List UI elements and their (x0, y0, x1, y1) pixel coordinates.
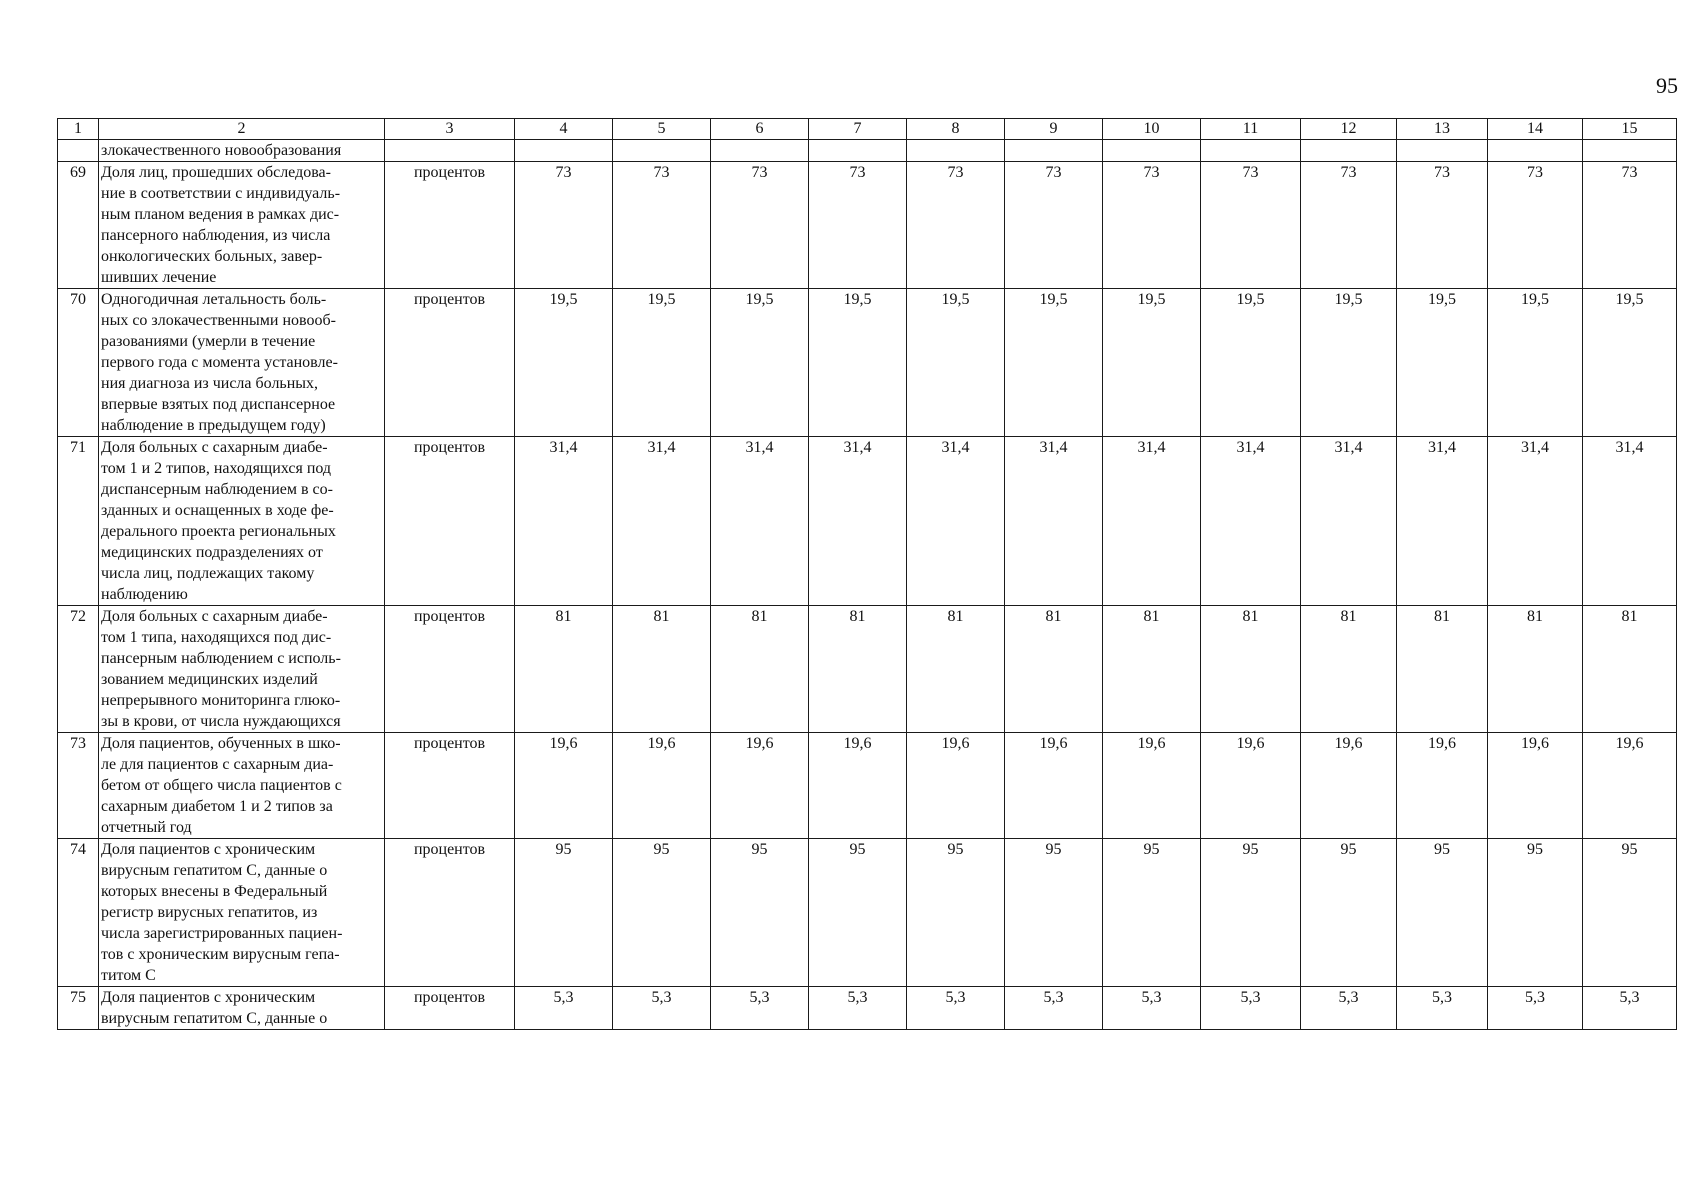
continuation-row (58, 140, 1677, 162)
value-cell: 19,5 (711, 289, 809, 437)
value-cell: 95 (907, 839, 1005, 987)
indicator-name (99, 733, 385, 839)
value-cell: 81 (711, 606, 809, 733)
value-cell: 81 (1397, 606, 1488, 733)
value-cell: 5,3 (711, 987, 809, 1030)
value-cell: 5,3 (613, 987, 711, 1030)
column-number-cell: 4 (515, 119, 613, 140)
column-number-cell: 9 (1005, 119, 1103, 140)
value-cell: 31,4 (1103, 437, 1201, 606)
unit-cell: процентов (385, 606, 515, 733)
indicator-name (99, 606, 385, 733)
indicator-name-line: зданных и оснащенных в ходе фе- (101, 502, 334, 519)
indicator-name-line: Доля лиц, прошедших обследова- (101, 164, 331, 181)
value-cell: 73 (613, 162, 711, 289)
value-cell: 73 (1005, 162, 1103, 289)
indicator-name-line: первого года с момента установле- (101, 354, 338, 371)
indicator-name-line: зованием медицинских изделий (101, 671, 318, 688)
value-cell: 19,6 (1201, 733, 1301, 839)
continuation-empty-cell (907, 140, 1005, 162)
column-number-cell: 6 (711, 119, 809, 140)
value-cell: 31,4 (1201, 437, 1301, 606)
column-number-cell: 5 (613, 119, 711, 140)
value-cell: 19,6 (1583, 733, 1677, 839)
indicator-row (58, 733, 1677, 839)
indicator-name-line: которых внесены в Федеральный (101, 883, 328, 900)
indicator-name-line: ние в соответствии с индивидуаль- (101, 185, 341, 202)
value-cell: 19,5 (1397, 289, 1488, 437)
value-cell: 19,5 (1301, 289, 1397, 437)
value-cell: 5,3 (1488, 987, 1583, 1030)
row-number: 69 (58, 162, 99, 289)
indicator-name-line: наблюдению (101, 586, 188, 603)
indicator-name-line: диспансерным наблюдением в со- (101, 481, 333, 498)
value-cell: 73 (809, 162, 907, 289)
value-cell: 19,6 (613, 733, 711, 839)
indicator-name-line: Доля больных с сахарным диабе- (101, 439, 328, 456)
value-cell: 73 (907, 162, 1005, 289)
value-cell: 19,6 (809, 733, 907, 839)
indicator-name-line: вирусным гепатитом С, данные о (101, 1010, 328, 1027)
continuation-empty-cell (1397, 140, 1488, 162)
value-cell: 31,4 (809, 437, 907, 606)
indicator-row (58, 839, 1677, 987)
indicator-name-line: ния диагноза из числа больных, (101, 375, 319, 392)
value-cell: 31,4 (711, 437, 809, 606)
indicator-name-line: ле для пациентов с сахарным диа- (101, 756, 334, 773)
value-cell: 19,5 (1488, 289, 1583, 437)
column-number-cell: 10 (1103, 119, 1201, 140)
value-cell: 19,6 (1301, 733, 1397, 839)
value-cell: 31,4 (1397, 437, 1488, 606)
value-cell: 95 (1583, 839, 1677, 987)
value-cell: 95 (1488, 839, 1583, 987)
value-cell: 31,4 (1583, 437, 1677, 606)
continuation-empty-cell (613, 140, 711, 162)
column-number-cell: 2 (99, 119, 385, 140)
indicator-name-line: онкологических больных, завер- (101, 248, 323, 265)
value-cell: 73 (1583, 162, 1677, 289)
value-cell: 73 (515, 162, 613, 289)
indicator-name (99, 839, 385, 987)
column-number-header-row (58, 119, 1677, 140)
indicator-name-line: вирусным гепатитом С, данные о (101, 862, 328, 879)
indicator-name-line: сахарным диабетом 1 и 2 типов за (101, 798, 333, 815)
unit-cell: процентов (385, 987, 515, 1030)
value-cell: 81 (907, 606, 1005, 733)
value-cell: 19,6 (711, 733, 809, 839)
unit-cell: процентов (385, 162, 515, 289)
value-cell: 31,4 (1005, 437, 1103, 606)
indicator-name-line: регистр вирусных гепатитов, из (101, 904, 318, 921)
value-cell: 81 (809, 606, 907, 733)
indicator-name-line: числа лиц, подлежащих такому (101, 565, 315, 582)
value-cell: 81 (1583, 606, 1677, 733)
indicator-name-line: Доля пациентов с хроническим (101, 989, 316, 1006)
indicator-row (58, 987, 1677, 1030)
indicator-name-line: впервые взятых под диспансерное (101, 396, 336, 413)
indicator-name-line: шивших лечение (101, 269, 217, 286)
indicator-name-line: пансерного наблюдения, из числа (101, 227, 331, 244)
value-cell: 73 (1488, 162, 1583, 289)
value-cell: 19,5 (613, 289, 711, 437)
column-number-cell: 14 (1488, 119, 1583, 140)
value-cell: 81 (515, 606, 613, 733)
value-cell: 73 (1397, 162, 1488, 289)
continuation-empty-cell (1583, 140, 1677, 162)
indicator-name-line: Доля пациентов с хроническим (101, 841, 316, 858)
value-cell: 5,3 (1583, 987, 1677, 1030)
indicator-name-line: пансерным наблюдением с исполь- (101, 650, 341, 667)
continuation-empty-cell (1301, 140, 1397, 162)
column-number-cell: 15 (1583, 119, 1677, 140)
value-cell: 81 (1103, 606, 1201, 733)
continuation-empty-cell (1201, 140, 1301, 162)
indicator-name-line: бетом от общего числа пациентов с (101, 777, 342, 794)
indicator-name-line: тов с хроническим вирусным гепа- (101, 946, 340, 963)
indicator-name-line: титом С (101, 967, 156, 984)
value-cell: 95 (711, 839, 809, 987)
continuation-num-cell (58, 140, 99, 162)
value-cell: 19,5 (515, 289, 613, 437)
indicator-name (99, 987, 385, 1030)
value-cell: 5,3 (1397, 987, 1488, 1030)
value-cell: 73 (1103, 162, 1201, 289)
page-number: 95 (1656, 73, 1678, 98)
value-cell: 95 (613, 839, 711, 987)
value-cell: 95 (1005, 839, 1103, 987)
value-cell: 31,4 (515, 437, 613, 606)
value-cell: 31,4 (613, 437, 711, 606)
continuation-empty-cell (809, 140, 907, 162)
continuation-empty-cell (1005, 140, 1103, 162)
continuation-empty-cell (711, 140, 809, 162)
value-cell: 5,3 (907, 987, 1005, 1030)
column-number-cell: 3 (385, 119, 515, 140)
value-cell: 19,6 (1488, 733, 1583, 839)
indicator-name-line: зы в крови, от числа нуждающихся (101, 713, 341, 730)
column-number-cell: 7 (809, 119, 907, 140)
continuation-text: злокачественного новообразования (99, 140, 385, 162)
value-cell: 5,3 (1103, 987, 1201, 1030)
column-number-cell: 13 (1397, 119, 1488, 140)
value-cell: 81 (1301, 606, 1397, 733)
column-number-cell: 12 (1301, 119, 1397, 140)
value-cell: 19,5 (1103, 289, 1201, 437)
value-cell: 81 (613, 606, 711, 733)
value-cell: 5,3 (1005, 987, 1103, 1030)
value-cell: 19,6 (1103, 733, 1201, 839)
value-cell: 31,4 (907, 437, 1005, 606)
value-cell: 31,4 (1301, 437, 1397, 606)
indicators-table (57, 118, 1677, 1030)
indicator-name (99, 162, 385, 289)
column-number-cell: 11 (1201, 119, 1301, 140)
continuation-unit-cell (385, 140, 515, 162)
value-cell: 19,6 (1397, 733, 1488, 839)
value-cell: 95 (1301, 839, 1397, 987)
value-cell: 73 (1301, 162, 1397, 289)
indicator-name-line: непрерывного мониторинга глюко- (101, 692, 341, 709)
row-number: 70 (58, 289, 99, 437)
value-cell: 95 (515, 839, 613, 987)
unit-cell: процентов (385, 839, 515, 987)
indicator-row (58, 162, 1677, 289)
value-cell: 81 (1005, 606, 1103, 733)
indicator-row (58, 606, 1677, 733)
unit-cell: процентов (385, 437, 515, 606)
indicator-name-line: разованиями (умерли в течение (101, 333, 316, 350)
continuation-empty-cell (1103, 140, 1201, 162)
indicator-name-line: дерального проекта региональных (101, 523, 336, 540)
indicator-name (99, 289, 385, 437)
value-cell: 19,5 (1201, 289, 1301, 437)
column-number-cell: 1 (58, 119, 99, 140)
indicator-row (58, 289, 1677, 437)
indicator-name-line: Доля больных с сахарным диабе- (101, 608, 328, 625)
value-cell: 5,3 (1201, 987, 1301, 1030)
indicator-name-line: том 1 типа, находящихся под дис- (101, 629, 332, 646)
value-cell: 81 (1488, 606, 1583, 733)
value-cell: 5,3 (515, 987, 613, 1030)
unit-cell: процентов (385, 289, 515, 437)
unit-cell: процентов (385, 733, 515, 839)
value-cell: 5,3 (809, 987, 907, 1030)
value-cell: 19,5 (1583, 289, 1677, 437)
value-cell: 81 (1201, 606, 1301, 733)
row-number: 75 (58, 987, 99, 1030)
indicator-name-line: наблюдение в предыдущем году) (101, 417, 326, 434)
value-cell: 31,4 (1488, 437, 1583, 606)
indicator-row (58, 437, 1677, 606)
indicator-name-line: отчетный год (101, 819, 192, 836)
value-cell: 95 (1397, 839, 1488, 987)
value-cell: 19,6 (515, 733, 613, 839)
indicator-name-line: числа зарегистрированных пациен- (101, 925, 343, 942)
indicator-name-line: медицинских подразделениях от (101, 544, 323, 561)
row-number: 73 (58, 733, 99, 839)
row-number: 72 (58, 606, 99, 733)
value-cell: 19,5 (907, 289, 1005, 437)
row-number: 71 (58, 437, 99, 606)
value-cell: 19,6 (1005, 733, 1103, 839)
value-cell: 95 (1201, 839, 1301, 987)
value-cell: 73 (711, 162, 809, 289)
indicator-name-line: ным планом ведения в рамках дис- (101, 206, 340, 223)
indicator-name-line: ных со злокачественными новооб- (101, 312, 336, 329)
value-cell: 95 (1103, 839, 1201, 987)
value-cell: 95 (809, 839, 907, 987)
value-cell: 19,5 (809, 289, 907, 437)
value-cell: 73 (1201, 162, 1301, 289)
indicator-name-line: Одногодичная летальность боль- (101, 291, 327, 308)
value-cell: 19,5 (1005, 289, 1103, 437)
indicator-name-line: том 1 и 2 типов, находящихся под (101, 460, 332, 477)
row-number: 74 (58, 839, 99, 987)
column-number-cell: 8 (907, 119, 1005, 140)
continuation-empty-cell (515, 140, 613, 162)
indicator-name-line: Доля пациентов, обученных в шко- (101, 735, 341, 752)
continuation-empty-cell (1488, 140, 1583, 162)
indicator-name (99, 437, 385, 606)
value-cell: 19,6 (907, 733, 1005, 839)
value-cell: 5,3 (1301, 987, 1397, 1030)
